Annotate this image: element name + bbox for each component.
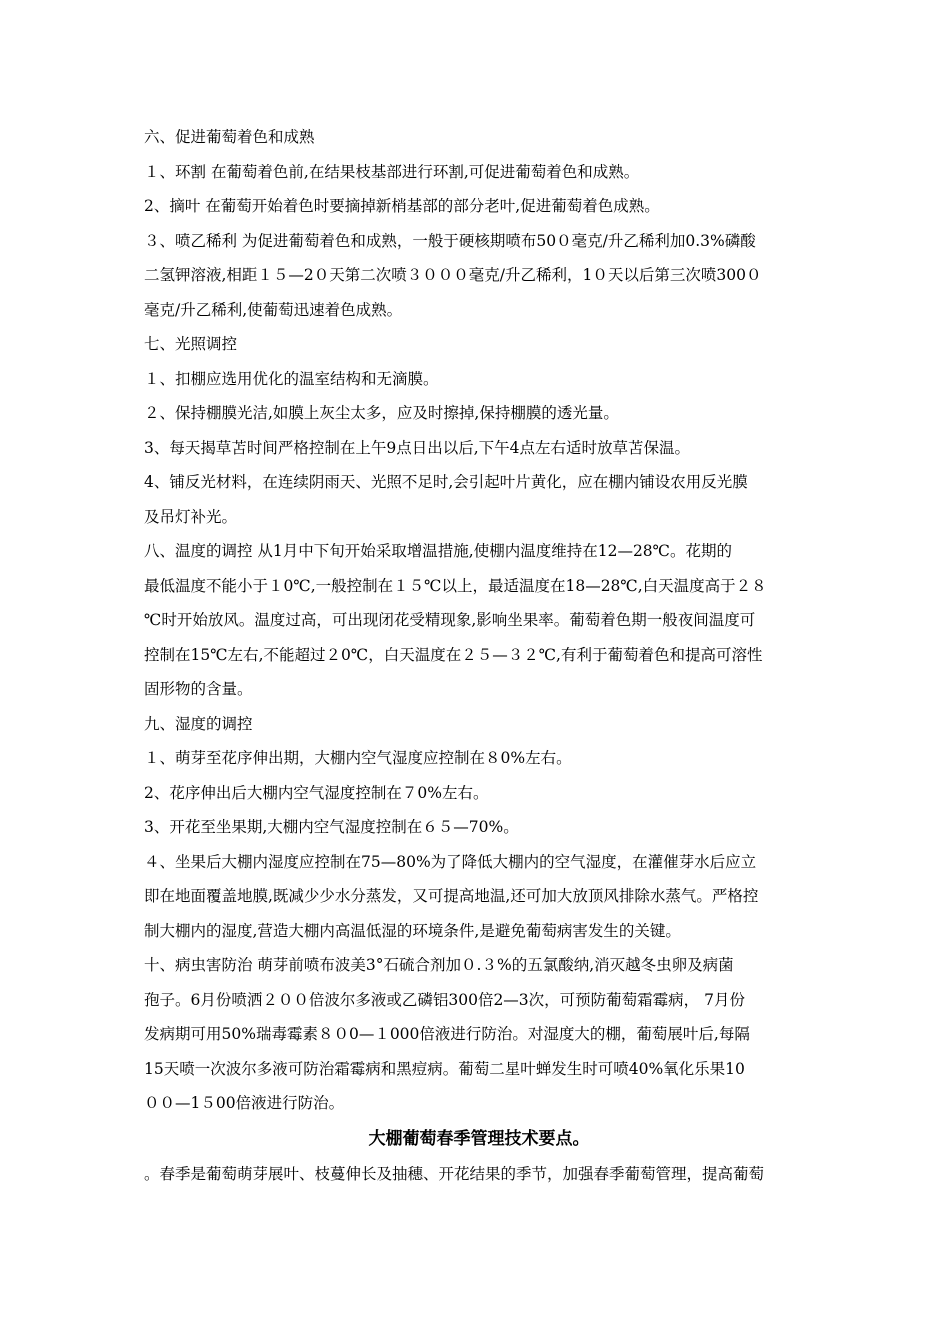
paragraph-line: 及吊灯补光。 [144,507,238,526]
paragraph-line: ３、喷乙稀利 为促进葡萄着色和成熟，一般于硬核期喷布50０毫克/升乙稀利加0.3%磷酸 [144,231,756,250]
section-heading-6: 六、促进葡萄着色和成熟 [144,128,315,146]
paragraph-line: 固形物的含量。 [144,680,253,698]
paragraph-line: ４、坐果后大棚内湿度应控制在75—80%为了降低大棚内的空气湿度，在灌催芽水后应立 [144,852,757,871]
paragraph-line: ℃时开始放风。温度过高，可出现闭花受精现象,影响坐果率。葡萄着色期一般夜间温度可 [144,611,756,629]
paragraph-line: 4、铺反光材料，在连续阴雨天、光照不足时,会引起叶片黄化，应在棚内铺设农用反光膜 [144,473,748,491]
paragraph-line: 二氢钾溶液,相距１５—2０天第二次喷３０００毫克/升乙稀利，1０天以后第三次喷300０ [144,266,762,284]
paragraph-line: 毫克/升乙稀利,使葡萄迅速着色成熟。 [144,300,403,319]
article-title: 大棚葡萄春季管理技术要点。 [368,1128,590,1149]
section-heading-10: 十、病虫害防治 萌芽前喷布波美3°石硫合剂加０.３%的五氯酸纳,消灭越冬虫卵及病菌 [144,956,734,974]
paragraph-line: 发病期可用50%瑞毒霉素８０0—１000倍液进行防治。对湿度大的棚，葡萄展叶后,每隔 [144,1025,750,1043]
paragraph-line: 15天喷一次波尔多液可防治霜霉病和黑痘病。葡萄二星叶蝉发生时可喷40%氧化乐果10 [144,1059,745,1078]
paragraph-line: １、环割 在葡萄着色前,在结果枝基部进行环割,可促进葡萄着色和成熟。 [144,162,640,181]
paragraph-line: 2、摘叶 在葡萄开始着色时要摘掉新梢基部的部分老叶,促进葡萄着色成熟。 [144,197,660,215]
paragraph-line: 3、开花至坐果期,大棚内空气湿度控制在６５—70%。 [144,818,519,836]
paragraph-line: １、萌芽至花序伸出期，大棚内空气湿度应控制在８0%左右。 [144,749,572,767]
section-heading-8: 八、温度的调控 从1月中下旬开始采取增温措施,使棚内温度维持在12—28℃。花期的 [144,542,733,560]
paragraph-line: ２、保持棚膜光洁,如膜上灰尘太多，应及时擦掉,保持棚膜的透光量。 [144,404,619,422]
paragraph-line: 最低温度不能小于１0℃,一般控制在１５℃以上，最适温度在18—28℃,白天温度高于２８ [144,576,767,595]
paragraph-line: ００—1５00倍液进行防治。 [144,1094,345,1112]
paragraph-line: 3、每天揭草苫时间严格控制在上午9点日出以后,下午4点左右适时放草苫保温。 [144,438,691,457]
paragraph-line: １、扣棚应选用优化的温室结构和无滴膜。 [144,369,439,388]
section-heading-7: 七、光照调控 [144,335,238,353]
document-body [144,120,806,1191]
paragraph-line: 即在地面覆盖地膜,既减少少水分蒸发，又可提高地温,还可加大放顶风排除水蒸气。严格控 [144,887,759,905]
paragraph-line: 控制在15℃左右,不能超过２0℃，白天温度在２５—３２℃,有利于葡萄着色和提高可溶性 [144,645,763,664]
section-heading-9: 九、湿度的调控 [144,714,253,733]
paragraph-line: 孢子。6月份喷洒２００倍波尔多液或乙磷铝300倍2—3次，可预防葡萄霜霉病， 7月份 [144,990,745,1009]
paragraph-line: 。春季是葡萄萌芽展叶、枝蔓伸长及抽穗、开花结果的季节，加强春季葡萄管理，提高葡萄 [144,1164,765,1183]
paragraph-line: 制大棚内的湿度,营造大棚内高温低湿的环境条件,是避免葡萄病害发生的关键。 [144,921,681,940]
paragraph-line: 2、花序伸出后大棚内空气湿度控制在７0%左右。 [144,783,489,802]
